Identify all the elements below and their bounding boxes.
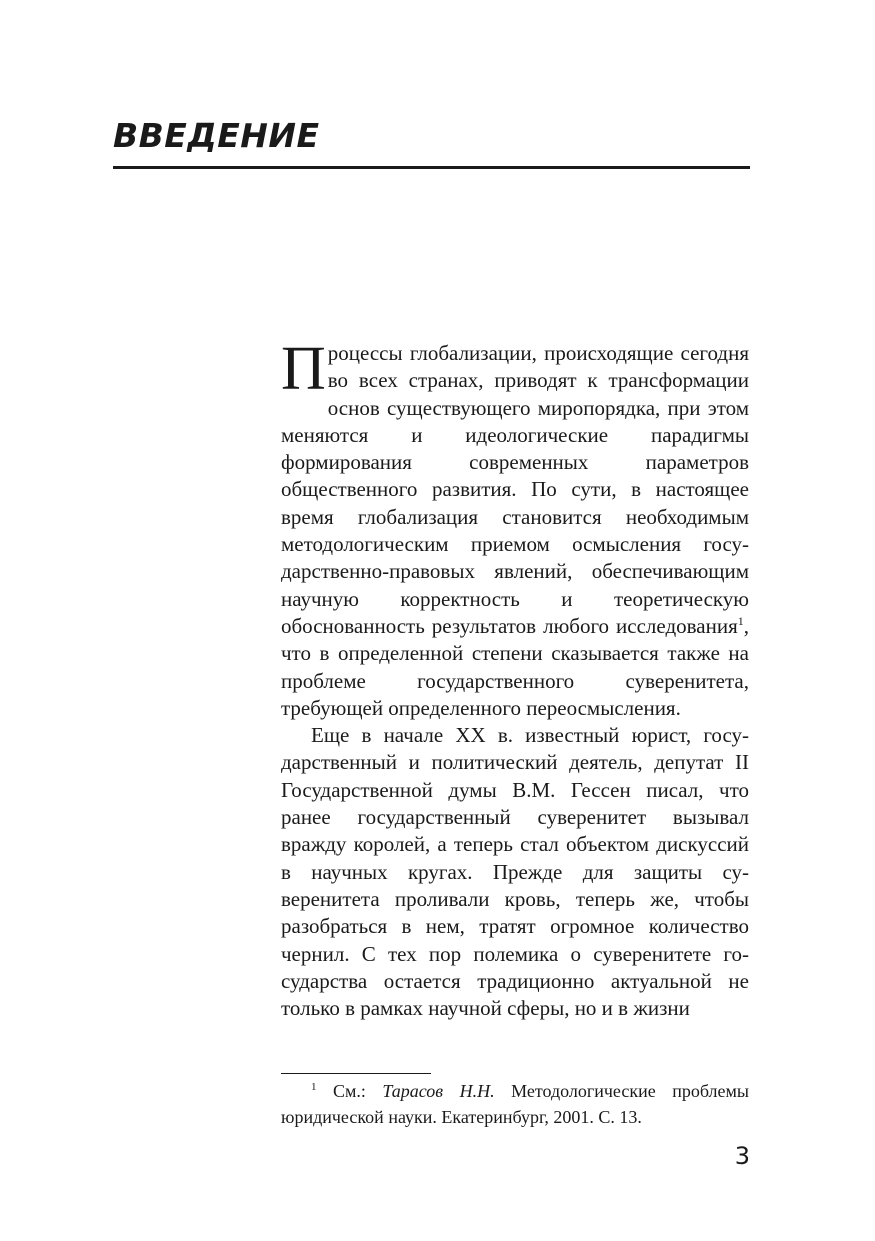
footnote-mark: 1 xyxy=(311,1081,317,1093)
chapter-heading: ВВЕДЕНИЕ xyxy=(113,116,320,155)
paragraph-1-text-a: роцессы глобализации, происходящие сегодня во всех странах, приводят к трансформации основ существующего миропорядка, при этом меняются и идеологические парадигмы формирования современных параметров общественного развития. По сути, в настоящее время глобализация становится необходимым методологическим приемом осмысления государственно-правовых явлений, обеспечивающим научную корректность и теоретическую обоснованность результатов любого исследования xyxy=(281,341,749,638)
footnote-author: Тарасов Н.Н. xyxy=(382,1081,495,1101)
footnote-reference[interactable]: 1 xyxy=(737,613,744,628)
paragraph-2: Еще в начале XX в. известный юрист, государственный и политический деятель, депутат II Государственной думы В.М. Гессен писал, что ранее государственный суверенитет вызывал вражду королей, а теперь стал объектом дискуссий в научных кругах. Прежде для защиты суверенитета проливали кровь, теперь же, чтобы разобраться в нем, тратят огромное количество чернил. С тех пор полемика о суверенитете государства остается традиционно актуальной не только в рамках научной сферы, но и в жизни xyxy=(281,723,749,1021)
paragraph-1-text-b: , что в определенной степени сказывается также на проблеме государственного суверенитета, требующей определенного переосмысления. xyxy=(281,613,749,720)
footnote xyxy=(281,1078,749,1130)
heading-rule xyxy=(113,166,750,169)
footnote-citation: Методологические проблемы юридической науки. Екатеринбург, 2001. С. 13. xyxy=(281,1081,750,1127)
page-number: 3 xyxy=(734,1142,750,1170)
main-text xyxy=(281,335,749,1022)
footnote-prefix: См.: xyxy=(333,1081,383,1101)
footnote-divider xyxy=(281,1073,431,1074)
drop-cap: П xyxy=(281,335,326,403)
paragraph-1 xyxy=(281,335,749,722)
